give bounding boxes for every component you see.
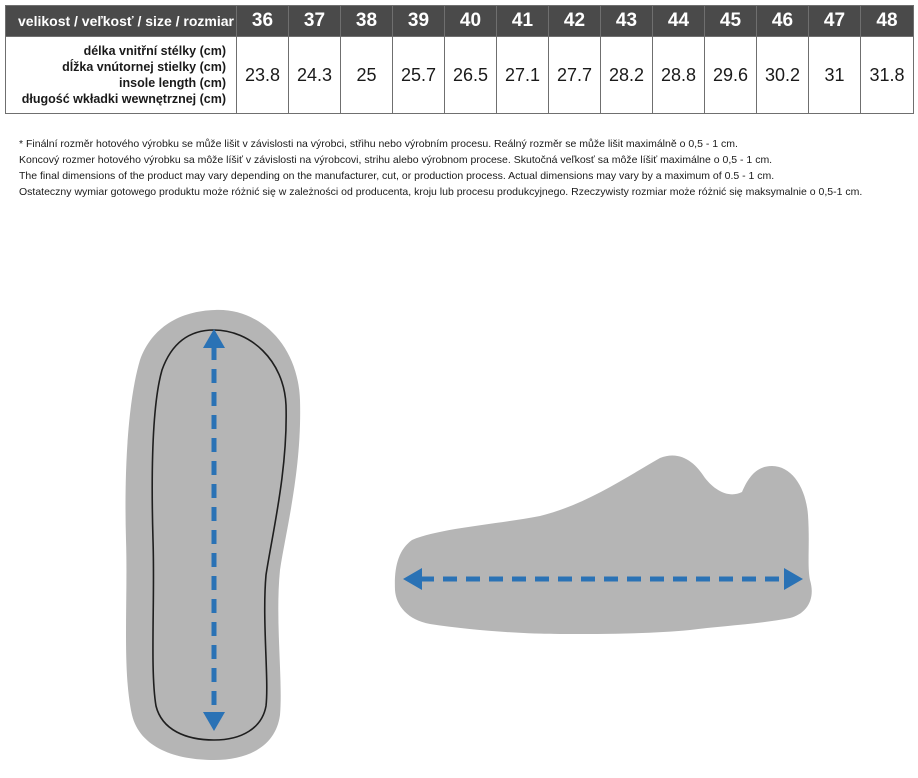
label-pl: długość wkładki wewnętrznej (cm) (21, 92, 226, 106)
size-header-cell: 40 (445, 6, 497, 37)
size-header-cell: 41 (497, 6, 549, 37)
size-header-cell: 36 (237, 6, 289, 37)
note-cs: * Finální rozměr hotového výrobku se může lišit v závislosti na výrobci, střihu nebo výrobním procesu. Reálný rozměr se může lišit maximálně o 0,5 - 1 cm. (19, 138, 738, 150)
insole-length-value: 31.8 (861, 37, 914, 114)
note-sk: Koncový rozmer hotového výrobku sa môže líšiť v závislosti na výrobcovi, strihu alebo výrobnom procese. Skutočná veľkosť sa môže líšiť maximálne o 0,5 - 1 cm. (19, 154, 773, 166)
size-header-cell: 47 (809, 6, 861, 37)
size-header-cell: 46 (757, 6, 809, 37)
shoe-silhouette (395, 455, 812, 634)
size-header-cell: 48 (861, 6, 914, 37)
insole-length-value: 26.5 (445, 37, 497, 114)
size-header-cell: 42 (549, 6, 601, 37)
insole-length-value: 27.7 (549, 37, 601, 114)
label-en: insole length (cm) (119, 76, 226, 90)
insole-length-value: 28.2 (601, 37, 653, 114)
size-header-cell: 39 (393, 6, 445, 37)
label-sk: dĺžka vnútornej stielky (cm) (62, 60, 226, 74)
insole-length-value: 29.6 (705, 37, 757, 114)
insole-length-value: 27.1 (497, 37, 549, 114)
size-header-cell: 44 (653, 6, 705, 37)
note-en: The final dimensions of the product may vary depending on the manufacturer, cut, or production process. Actual dimensions may vary by a maximum of 0.5 - 1 cm. (19, 170, 775, 182)
shoe-side-view-icon (395, 455, 812, 634)
insole-length-value: 31 (809, 37, 861, 114)
size-header-cell: 45 (705, 6, 757, 37)
note-pl: Ostateczny wymiar gotowego produktu może różnić się w zależności od producenta, kroju lub procesu produkcyjnego. Rzeczywisty rozmiar może różnić się maksymalnie o 0,5-1 cm. (19, 186, 863, 198)
size-header-cell: 43 (601, 6, 653, 37)
insole-length-value: 25.7 (393, 37, 445, 114)
size-header-cell: 38 (341, 6, 393, 37)
insole-length-value: 25 (341, 37, 393, 114)
insole-top-view-icon (126, 310, 301, 760)
insole-length-value: 23.8 (237, 37, 289, 114)
insole-length-value: 28.8 (653, 37, 705, 114)
label-cs: délka vnitřní stélky (cm) (83, 44, 226, 58)
size-header-label: velikost / veľkosť / size / rozmiar (6, 6, 237, 37)
size-header-cell: 37 (289, 6, 341, 37)
insole-length-value: 30.2 (757, 37, 809, 114)
insole-length-value: 24.3 (289, 37, 341, 114)
